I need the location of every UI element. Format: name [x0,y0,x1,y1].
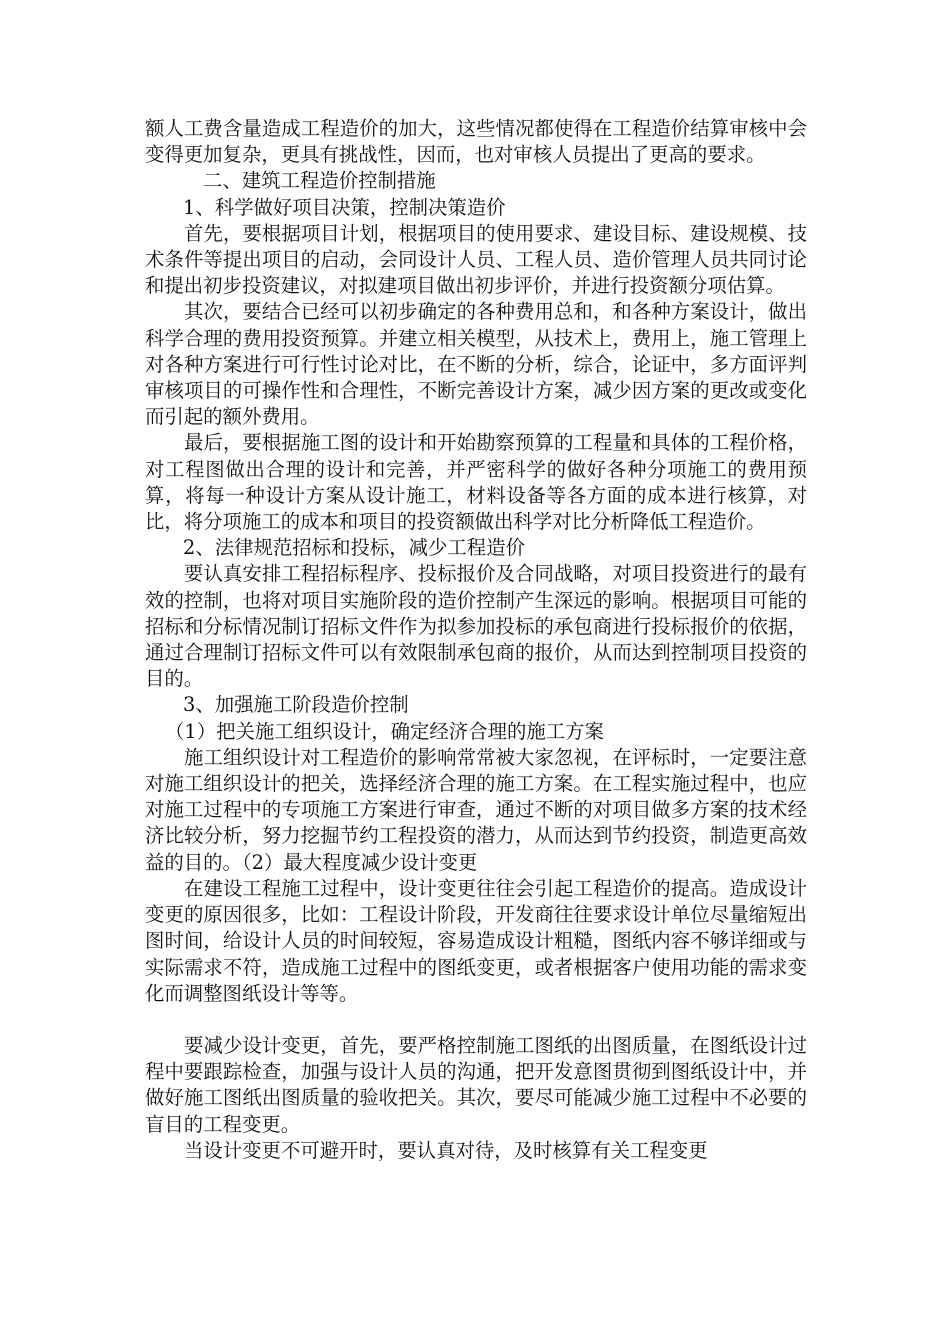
intro-paragraph: 额人工费含量造成工程造价的加大，这些情况都使得在工程造价结算审核中会变得更加复杂，更具有挑战性，因而，也对审核人员提出了更高的要求。 [145,117,807,167]
subheading-3-1: （1）把关施工组织设计，确定经济合理的施工方案 [165,719,604,743]
paragraph-second: 其次，要结合已经可以初步确定的各种费用总和，和各种方案设计，做出科学合理的费用投资预算。并建立相关模型，从技术上，费用上，施工管理上对各种方案进行可行性讨论对比，在不断的分析，综合，论证中，多方面评判审核项目的可操作性和合理性，不断完善设计方案，减少因方案的更改或变化而引起的额外费用。 [145,300,807,429]
document-page [145,116,807,1164]
paragraph-construction: 施工组织设计对工程造价的影响常常被大家忽视，在评标时，一定要注意对施工组织设计的把关，选择经济合理的施工方案。在工程实施过程中，也应对施工过程中的专项施工方案进行审查，通过不断的对项目做多方案的技术经济比较分析，努力挖掘节约工程投资的潜力，从而达到节约投资，制造更高效益的目的。（2）最大程度减少设计变更 [145,745,807,874]
paragraph-first: 首先，要根据项目计划，根据项目的使用要求、建设目标、建设规模、技术条件等提出项目的启动，会同设计人员、工程人员、造价管理人员共同讨论和提出初步投资建议，对拟建项目做出初步评价，并进行投资额分项估算。 [145,221,807,298]
paragraph-bidding: 要认真安排工程招标程序、投标报价及合同战略，对项目投资进行的最有效的控制，也将对项目实施阶段的造价控制产生深远的影响。根据项目可能的招标和分标情况制订招标文件作为拟参加投标的承包商进行投标报价的依据，通过合理制订招标文件可以有效限制承包商的报价，从而达到控制项目投资的目的。 [145,562,807,691]
paragraph-design-change: 在建设工程施工过程中，设计变更往往会引起工程造价的提高。造成设计变更的原因很多，比如：工程设计阶段，开发商往往要求设计单位尽量缩短出图时间，给设计人员的时间较短，容易造成设计粗糙，图纸内容不够详细或与实际需求不符，造成施工过程中的图纸变更，或者根据客户使用功能的需求变化而调整图纸设计等等。 [145,876,807,1005]
paragraph-tail: 当设计变更不可避开时，要认真对待，及时核算有关工程变更 [184,1138,708,1162]
subheading-1: 1、科学做好项目决策，控制决策造价 [183,195,506,219]
paragraph-last: 最后，要根据施工图的设计和开始勘察预算的工程量和具体的工程价格，对工程图做出合理的设计和完善，并严密科学的做好各种分项施工的费用预算，将每一种设计方案从设计施工，材料设备等各方面的成本进行核算，对比，将分项施工的成本和项目的投资额做出科学对比分析降低工程造价。 [145,431,807,534]
blank-line [145,1007,807,1033]
section-heading: 二、建筑工程造价控制措施 [203,169,436,193]
paragraph-reduce-change: 要减少设计变更，首先，要严格控制施工图纸的出图质量，在图纸设计过程中要跟踪检查，加强与设计人员的沟通，把开发意图贯彻到图纸设计中，并做好施工图纸出图质量的验收把关。其次，要尽可能减少施工过程中不必要的盲目的工程变更。 [145,1033,807,1136]
subheading-3: 3、加强施工阶段造价控制 [183,693,409,717]
subheading-2: 2、法律规范招标和投标，减少工程造价 [183,536,525,560]
